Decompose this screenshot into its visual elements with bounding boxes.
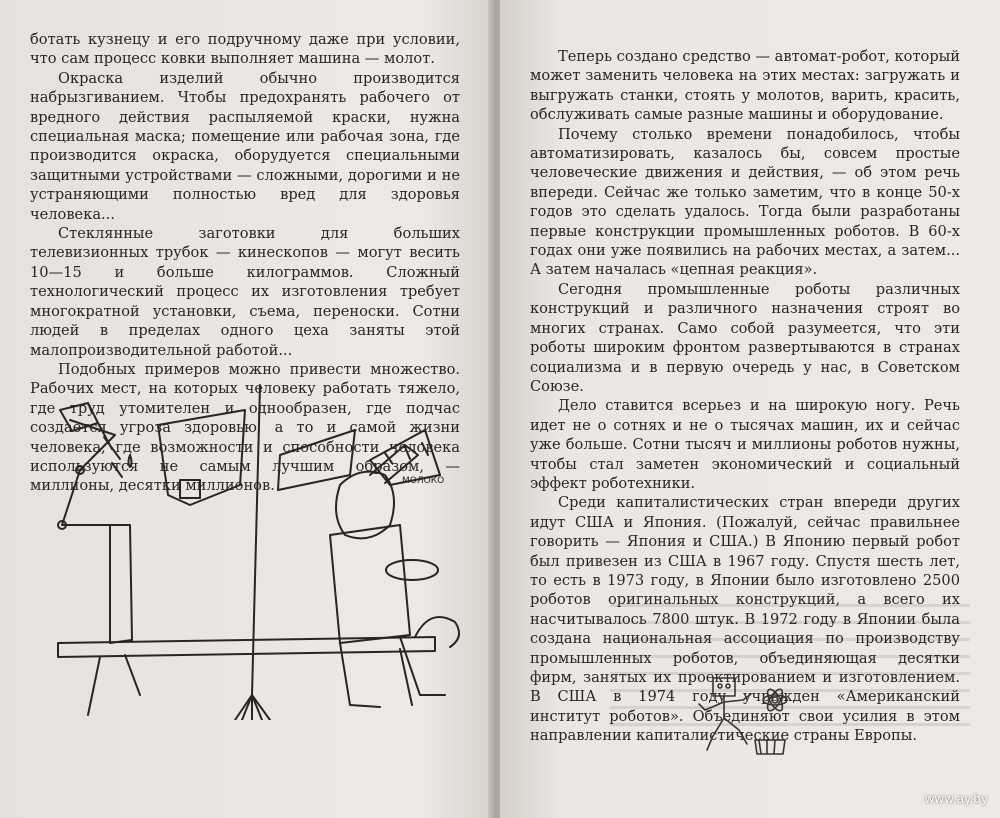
left-page [0, 0, 492, 818]
paragraph: Сегодня промышленные роботы различных конструкций и различного назначения строят во многих странах. Само собой разумеется, что эти роботы широким фронтом развертываются в странах социализма и в первую очередь у нас, в Советском Союзе. [530, 280, 960, 395]
watermark: www.ay.by [924, 792, 988, 806]
running-robot-illustration [695, 670, 845, 760]
paragraph: Теперь создано средство — автомат-робот, который может заменить человека на этих местах: загружать и выгружать станки, стоять у молотов, варить, красить, обслуживать самые разные машины и оборудование. [530, 48, 961, 124]
paragraph: Стеклянные заготовки для больших телевизионных трубок — кинескопов — могут весить 10—15 и больше килограммов. Сложный технологический процесс их изготовления требует многократной установки, съема, переноски. Сотни людей в пределах одного цеха заняты этой малопроизводительной работой... [30, 225, 460, 359]
paragraph: Почему столько времени понадобилось, чтобы автоматизировать, казалось бы, совсем простые человеческие движения и действия, — об этом речь впереди. Сейчас же только заметим, что в конце 50-х годов это сделать удалось. Тогда были разработаны первые конструкции промышленных роботов. В 60-х годах они уже появились на рабочих местах, а затем... А затем началась «цепная реакция». [530, 125, 960, 279]
milk-carton-label: МОЛОКО [402, 476, 445, 486]
worker-and-robot-illustration [40, 375, 480, 720]
right-page [500, 0, 1000, 818]
right-page-text [530, 47, 960, 746]
paragraph: Дело ставится всерьез и на широкую ногу. Речь идет не о сотнях и не о тысячах машин, их и сейчас уже больше. Сотни тысяч и миллионы роботов нужны, чтобы стал заметен экономический и социальный эффект роботехники. [530, 397, 960, 492]
paragraph: Окраска изделий обычно производится набрызгиванием. Чтобы предохранять рабочего от вредного действия распыляемой краски, нужна специальная маска; помещение или рабочая зона, где производится окраска, оборудуется специальными защитными устройствами — сложными, дорогими и не устраняющими полностью вред для здоровья человека... [30, 69, 460, 223]
paragraph: Подобных примеров можно привести множество. Рабочих мест, на которых человеку работать тяжело, где труд утомителен и однообразен, где подчас создается угроза здоровью, а то и самой жизни человека, где возможности и способности человека используются не самым лучшим образом, — миллионы, десятки миллионов. [30, 360, 460, 495]
paragraph: ботать кузнецу и его подручному даже при условии, что сам процесс ковки выполняет машина — молот. [30, 31, 460, 68]
paragraph: Среди капиталистических стран впереди других идут США и Япония. (Пожалуй, сейчас правильнее говорить — Япония и США.) В Японию первый робот был привезен из США в 1967 году. Спустя шесть лет, то есть в 1973 году, в Японии было изготовлено 2500 роботов оригинальных конструкций, а всего их насчитывалось 7800 штук. В 1972 году в Японии была создана национальная ассоциация по производству промышленных роботов, объединяющая десятки фирм, занятых их проектированием и изготовлением. В США в 1974 году учрежден «Американский институт роботов». Объединяют свои усилия в этом направлении капиталистические страны Европы. [530, 494, 960, 745]
